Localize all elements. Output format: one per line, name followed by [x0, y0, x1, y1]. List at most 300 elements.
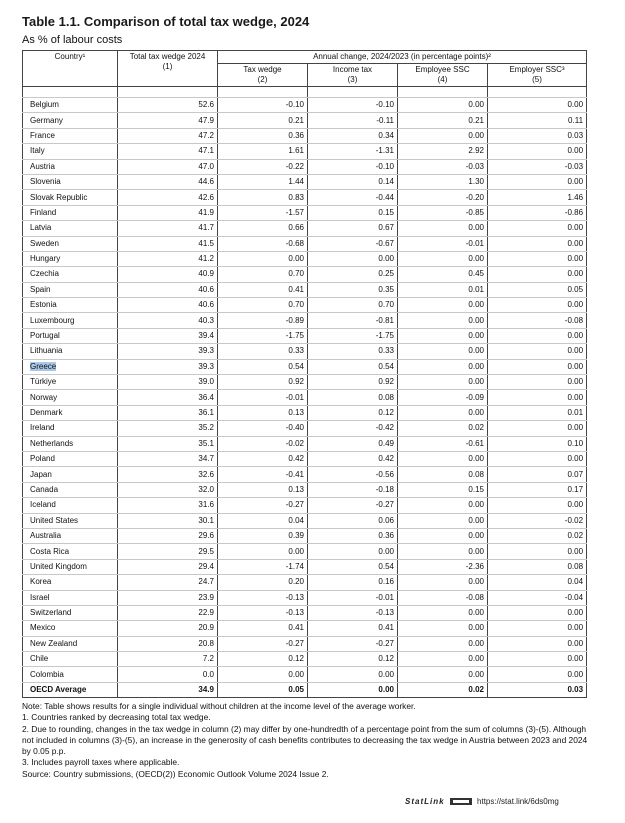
income-tax-cell: 0.00 — [308, 682, 398, 697]
statlink[interactable] — [405, 797, 559, 806]
total-cell: 0.0 — [118, 667, 218, 682]
table-row — [23, 451, 587, 466]
employee-ssc-cell: 0.00 — [398, 251, 488, 266]
country-cell: OECD Average — [23, 682, 118, 697]
tax-wedge-cell: -1.74 — [218, 559, 308, 574]
employee-ssc-cell: -0.20 — [398, 190, 488, 205]
country-cell: Ireland — [23, 421, 118, 436]
country-cell: Italy — [23, 144, 118, 159]
employer-ssc-cell: 0.02 — [488, 528, 587, 543]
statlink-url[interactable]: https://stat.link/6ds0mg — [477, 797, 559, 806]
tax-wedge-cell: 0.83 — [218, 190, 308, 205]
total-cell: 40.6 — [118, 282, 218, 297]
table-row — [23, 467, 587, 482]
income-tax-cell: 0.12 — [308, 652, 398, 667]
table-row — [23, 159, 587, 174]
total-cell: 42.6 — [118, 190, 218, 205]
note-source: Source: Country submissions, (OECD(2)) Economic Outlook Volume 2024 Issue 2. — [22, 768, 329, 779]
country-cell: New Zealand — [23, 636, 118, 651]
country-cell: Estonia — [23, 298, 118, 313]
tax-wedge-cell: 0.36 — [218, 128, 308, 143]
table-row — [23, 190, 587, 205]
income-tax-cell: -0.18 — [308, 482, 398, 497]
country-cell: Canada — [23, 482, 118, 497]
tax-wedge-cell: -0.27 — [218, 636, 308, 651]
tax-wedge-cell: 0.20 — [218, 575, 308, 590]
country-cell: United Kingdom — [23, 559, 118, 574]
income-tax-cell: 0.92 — [308, 375, 398, 390]
income-tax-cell: 0.25 — [308, 267, 398, 282]
employer-ssc-cell: -0.08 — [488, 313, 587, 328]
total-cell: 47.2 — [118, 128, 218, 143]
income-tax-cell: 0.54 — [308, 359, 398, 374]
total-cell: 29.6 — [118, 528, 218, 543]
tax-wedge-cell: -0.10 — [218, 98, 308, 113]
spacer-row — [23, 87, 587, 98]
employee-ssc-cell: 0.00 — [398, 498, 488, 513]
employee-ssc-cell: 0.00 — [398, 328, 488, 343]
total-cell: 22.9 — [118, 605, 218, 620]
header-tax-wedge-label: Tax wedge — [243, 65, 282, 74]
total-cell: 31.6 — [118, 498, 218, 513]
tax-wedge-cell: -0.89 — [218, 313, 308, 328]
tax-wedge-cell: 0.04 — [218, 513, 308, 528]
country-cell: Germany — [23, 113, 118, 128]
table-subtitle: As % of labour costs — [22, 34, 123, 46]
total-cell: 39.3 — [118, 359, 218, 374]
employer-ssc-cell: 0.11 — [488, 113, 587, 128]
employee-ssc-cell: 0.21 — [398, 113, 488, 128]
total-cell: 35.1 — [118, 436, 218, 451]
header-employee-ssc — [398, 64, 488, 87]
table-row — [23, 636, 587, 651]
employee-ssc-cell: 1.30 — [398, 174, 488, 189]
header-total-tax-wedge — [118, 51, 218, 87]
employee-ssc-cell: -0.01 — [398, 236, 488, 251]
employer-ssc-cell: 0.00 — [488, 298, 587, 313]
employer-ssc-cell: 0.00 — [488, 174, 587, 189]
country-cell: Latvia — [23, 221, 118, 236]
employee-ssc-cell: 0.02 — [398, 421, 488, 436]
employer-ssc-cell: 0.03 — [488, 128, 587, 143]
employee-ssc-cell: 0.45 — [398, 267, 488, 282]
total-cell: 34.7 — [118, 451, 218, 466]
table-row — [23, 236, 587, 251]
tax-wedge-cell: -1.57 — [218, 205, 308, 220]
income-tax-cell: 0.49 — [308, 436, 398, 451]
tax-wedge-cell: 1.61 — [218, 144, 308, 159]
income-tax-cell: 0.33 — [308, 344, 398, 359]
tax-wedge-cell: -0.27 — [218, 498, 308, 513]
country-cell: Lithuania — [23, 344, 118, 359]
tax-wedge-cell: 0.66 — [218, 221, 308, 236]
employee-ssc-cell: -0.03 — [398, 159, 488, 174]
table-row — [23, 98, 587, 113]
country-cell: Sweden — [23, 236, 118, 251]
country-cell: United States — [23, 513, 118, 528]
employer-ssc-cell: 0.00 — [488, 98, 587, 113]
income-tax-cell: -0.10 — [308, 98, 398, 113]
total-cell: 30.1 — [118, 513, 218, 528]
tax-wedge-table-container — [22, 50, 586, 698]
table-row — [23, 344, 587, 359]
header-employee-ssc-number: (4) — [437, 75, 448, 84]
employee-ssc-cell: 0.00 — [398, 528, 488, 543]
tax-wedge-table — [22, 50, 587, 698]
tax-wedge-cell: -1.75 — [218, 328, 308, 343]
income-tax-cell: 0.54 — [308, 559, 398, 574]
country-cell: Hungary — [23, 251, 118, 266]
income-tax-cell: 0.34 — [308, 128, 398, 143]
table-row — [23, 251, 587, 266]
table-row — [23, 544, 587, 559]
table-row — [23, 144, 587, 159]
total-cell: 47.9 — [118, 113, 218, 128]
employee-ssc-cell: 0.02 — [398, 682, 488, 697]
employee-ssc-cell: 0.00 — [398, 513, 488, 528]
income-tax-cell: -1.31 — [308, 144, 398, 159]
tax-wedge-cell: 0.70 — [218, 267, 308, 282]
employee-ssc-cell: 0.08 — [398, 467, 488, 482]
total-cell: 41.2 — [118, 251, 218, 266]
table-row — [23, 513, 587, 528]
tax-wedge-cell: -0.41 — [218, 467, 308, 482]
total-cell: 32.6 — [118, 467, 218, 482]
employer-ssc-cell: -0.03 — [488, 159, 587, 174]
total-cell: 40.3 — [118, 313, 218, 328]
table-row — [23, 298, 587, 313]
tax-wedge-cell: -0.22 — [218, 159, 308, 174]
table-row — [23, 652, 587, 667]
country-cell: Slovenia — [23, 174, 118, 189]
tax-wedge-cell: -0.02 — [218, 436, 308, 451]
country-cell: Switzerland — [23, 605, 118, 620]
tax-wedge-cell: -0.13 — [218, 605, 308, 620]
table-row — [23, 559, 587, 574]
employer-ssc-cell: 0.05 — [488, 282, 587, 297]
country-cell: Netherlands — [23, 436, 118, 451]
employer-ssc-cell: 0.00 — [488, 236, 587, 251]
table-row — [23, 605, 587, 620]
total-cell: 35.2 — [118, 421, 218, 436]
country-cell: Chile — [23, 652, 118, 667]
table-row — [23, 421, 587, 436]
employer-ssc-cell: 0.01 — [488, 405, 587, 420]
employer-ssc-cell: 0.00 — [488, 267, 587, 282]
income-tax-cell: -0.81 — [308, 313, 398, 328]
employer-ssc-cell: -0.02 — [488, 513, 587, 528]
note-1: 1. Countries ranked by decreasing total tax wedge. — [22, 712, 211, 723]
country-cell: Israel — [23, 590, 118, 605]
employer-ssc-cell: 0.04 — [488, 575, 587, 590]
income-tax-cell: 0.00 — [308, 667, 398, 682]
tax-wedge-cell: 0.05 — [218, 682, 308, 697]
table-row — [23, 174, 587, 189]
income-tax-cell: -0.42 — [308, 421, 398, 436]
employee-ssc-cell: 0.00 — [398, 575, 488, 590]
employer-ssc-cell: 0.00 — [488, 498, 587, 513]
income-tax-cell: 0.08 — [308, 390, 398, 405]
header-total-number: (1) — [162, 62, 173, 71]
tax-wedge-cell: 1.44 — [218, 174, 308, 189]
average-row — [23, 682, 587, 697]
employer-ssc-cell: 0.00 — [488, 344, 587, 359]
country-cell: Iceland — [23, 498, 118, 513]
table-row — [23, 482, 587, 497]
header-income-tax-number: (3) — [347, 75, 358, 84]
country-cell: Türkiye — [23, 375, 118, 390]
income-tax-cell: -1.75 — [308, 328, 398, 343]
total-cell: 41.5 — [118, 236, 218, 251]
income-tax-cell: -0.44 — [308, 190, 398, 205]
employer-ssc-cell: -0.04 — [488, 590, 587, 605]
tax-wedge-cell: 0.00 — [218, 544, 308, 559]
employee-ssc-cell: 0.00 — [398, 405, 488, 420]
employee-ssc-cell: 0.00 — [398, 98, 488, 113]
country-cell: Finland — [23, 205, 118, 220]
header-annual-change: Annual change, 2024/2023 (in percentage points)² — [218, 51, 587, 64]
country-cell: Australia — [23, 528, 118, 543]
employee-ssc-cell: 2.92 — [398, 144, 488, 159]
employee-ssc-cell: 0.00 — [398, 128, 488, 143]
employer-ssc-cell: 0.08 — [488, 559, 587, 574]
income-tax-cell: -0.01 — [308, 590, 398, 605]
employer-ssc-cell: 0.07 — [488, 467, 587, 482]
total-cell: 40.6 — [118, 298, 218, 313]
employer-ssc-cell: 0.00 — [488, 221, 587, 236]
income-tax-cell: -0.10 — [308, 159, 398, 174]
employer-ssc-cell: 1.46 — [488, 190, 587, 205]
table-row — [23, 375, 587, 390]
table-row — [23, 359, 587, 374]
table-row — [23, 436, 587, 451]
table-row — [23, 621, 587, 636]
total-cell: 29.5 — [118, 544, 218, 559]
tax-wedge-cell: 0.00 — [218, 667, 308, 682]
country-cell: Colombia — [23, 667, 118, 682]
tax-wedge-cell: -0.13 — [218, 590, 308, 605]
table-row — [23, 390, 587, 405]
income-tax-cell: 0.14 — [308, 174, 398, 189]
income-tax-cell: 0.00 — [308, 251, 398, 266]
country-cell: France — [23, 128, 118, 143]
employee-ssc-cell: 0.00 — [398, 359, 488, 374]
employer-ssc-cell: 0.00 — [488, 605, 587, 620]
header-employer-ssc — [488, 64, 587, 87]
income-tax-cell: -0.11 — [308, 113, 398, 128]
employee-ssc-cell: 0.00 — [398, 652, 488, 667]
employer-ssc-cell: 0.00 — [488, 621, 587, 636]
table-row — [23, 667, 587, 682]
header-country: Country¹ — [23, 51, 118, 87]
tax-wedge-cell: 0.39 — [218, 528, 308, 543]
income-tax-cell: -0.56 — [308, 467, 398, 482]
table-row — [23, 221, 587, 236]
income-tax-cell: 0.36 — [308, 528, 398, 543]
tax-wedge-cell: 0.12 — [218, 652, 308, 667]
tax-wedge-cell: -0.68 — [218, 236, 308, 251]
total-cell: 44.6 — [118, 174, 218, 189]
header-tax-wedge-number: (2) — [257, 75, 268, 84]
table-row — [23, 498, 587, 513]
table-row — [23, 313, 587, 328]
tax-wedge-cell: 0.92 — [218, 375, 308, 390]
table-row — [23, 267, 587, 282]
total-cell: 29.4 — [118, 559, 218, 574]
employer-ssc-cell: 0.00 — [488, 451, 587, 466]
table-row — [23, 128, 587, 143]
table-row — [23, 405, 587, 420]
employee-ssc-cell: -0.61 — [398, 436, 488, 451]
total-cell: 39.0 — [118, 375, 218, 390]
total-cell: 52.6 — [118, 98, 218, 113]
income-tax-cell: 0.70 — [308, 298, 398, 313]
table-row — [23, 328, 587, 343]
employer-ssc-cell: 0.00 — [488, 544, 587, 559]
statlink-brand: StatLink — [405, 797, 445, 806]
tax-wedge-cell: 0.00 — [218, 251, 308, 266]
country-cell: Poland — [23, 451, 118, 466]
tax-wedge-cell: 0.42 — [218, 451, 308, 466]
employer-ssc-cell: 0.00 — [488, 667, 587, 682]
employee-ssc-cell: 0.01 — [398, 282, 488, 297]
header-tax-wedge — [218, 64, 308, 87]
tax-wedge-cell: 0.13 — [218, 405, 308, 420]
header-total-label: Total tax wedge 2024 — [129, 52, 206, 61]
employer-ssc-cell: 0.00 — [488, 328, 587, 343]
employer-ssc-cell: 0.00 — [488, 652, 587, 667]
tax-wedge-cell: -0.40 — [218, 421, 308, 436]
income-tax-cell: 0.12 — [308, 405, 398, 420]
income-tax-cell: 0.42 — [308, 451, 398, 466]
header-employer-ssc-label: Employer SSC³ — [509, 65, 565, 74]
highlighted-country: Greece — [30, 361, 57, 371]
employee-ssc-cell: 0.00 — [398, 313, 488, 328]
table-row — [23, 590, 587, 605]
country-cell: Portugal — [23, 328, 118, 343]
income-tax-cell: 0.06 — [308, 513, 398, 528]
employee-ssc-cell: -0.08 — [398, 590, 488, 605]
tax-wedge-cell: 0.70 — [218, 298, 308, 313]
country-cell: Czechia — [23, 267, 118, 282]
country-cell: Belgium — [23, 98, 118, 113]
header-employee-ssc-label: Employee SSC — [415, 65, 470, 74]
employee-ssc-cell: -2.36 — [398, 559, 488, 574]
income-tax-cell: -0.27 — [308, 498, 398, 513]
country-cell: Japan — [23, 467, 118, 482]
income-tax-cell: -0.67 — [308, 236, 398, 251]
income-tax-cell: 0.00 — [308, 544, 398, 559]
total-cell: 47.0 — [118, 159, 218, 174]
employer-ssc-cell: 0.00 — [488, 359, 587, 374]
country-cell — [23, 359, 118, 374]
tax-wedge-cell: -0.01 — [218, 390, 308, 405]
total-cell: 36.4 — [118, 390, 218, 405]
income-tax-cell: 0.35 — [308, 282, 398, 297]
employee-ssc-cell: 0.00 — [398, 544, 488, 559]
country-cell: Norway — [23, 390, 118, 405]
country-cell: Denmark — [23, 405, 118, 420]
employee-ssc-cell: 0.00 — [398, 375, 488, 390]
country-cell: Spain — [23, 282, 118, 297]
tax-wedge-cell: 0.54 — [218, 359, 308, 374]
header-income-tax — [308, 64, 398, 87]
table-row — [23, 205, 587, 220]
employee-ssc-cell: 0.00 — [398, 621, 488, 636]
total-cell: 34.9 — [118, 682, 218, 697]
tax-wedge-cell: 0.21 — [218, 113, 308, 128]
total-cell: 39.3 — [118, 344, 218, 359]
total-cell: 40.9 — [118, 267, 218, 282]
total-cell: 32.0 — [118, 482, 218, 497]
employer-ssc-cell: 0.00 — [488, 636, 587, 651]
total-cell: 24.7 — [118, 575, 218, 590]
tax-wedge-cell: 0.41 — [218, 282, 308, 297]
total-cell: 7.2 — [118, 652, 218, 667]
statlink-logo-icon — [450, 798, 472, 805]
employee-ssc-cell: 0.00 — [398, 667, 488, 682]
employee-ssc-cell: 0.15 — [398, 482, 488, 497]
table-row — [23, 575, 587, 590]
table-row — [23, 282, 587, 297]
total-cell: 20.8 — [118, 636, 218, 651]
note-main: Note: Table shows results for a single individual without children at the income level of the average worker. — [22, 701, 416, 711]
table-notes — [22, 701, 597, 780]
country-cell: Slovak Republic — [23, 190, 118, 205]
note-2: 2. Due to rounding, changes in the tax wedge in column (2) may differ by one-hundredth of a percentage point from the sum of columns (3)-(5). Although not included in columns (3)-(5), an increase in the generosity of cash benefits contributes to decreasing the tax wedge in Austria between 2023 and 2024 by 0.05 p.p. — [22, 723, 588, 757]
total-cell: 36.1 — [118, 405, 218, 420]
country-cell: Mexico — [23, 621, 118, 636]
employer-ssc-cell: 0.03 — [488, 682, 587, 697]
header-income-tax-label: Income tax — [332, 65, 373, 74]
total-cell: 39.4 — [118, 328, 218, 343]
country-cell: Austria — [23, 159, 118, 174]
employer-ssc-cell: 0.00 — [488, 144, 587, 159]
employer-ssc-cell: 0.00 — [488, 251, 587, 266]
employer-ssc-cell: -0.86 — [488, 205, 587, 220]
country-cell: Luxembourg — [23, 313, 118, 328]
tax-wedge-cell: 0.41 — [218, 621, 308, 636]
income-tax-cell: 0.15 — [308, 205, 398, 220]
income-tax-cell: 0.67 — [308, 221, 398, 236]
income-tax-cell: -0.27 — [308, 636, 398, 651]
table-row — [23, 113, 587, 128]
table-title: Table 1.1. Comparison of total tax wedge, 2024 — [22, 14, 310, 29]
total-cell: 47.1 — [118, 144, 218, 159]
employer-ssc-cell: 0.00 — [488, 375, 587, 390]
total-cell: 20.9 — [118, 621, 218, 636]
country-cell: Korea — [23, 575, 118, 590]
employer-ssc-cell: 0.17 — [488, 482, 587, 497]
note-3: 3. Includes payroll taxes where applicable. — [22, 757, 180, 768]
employee-ssc-cell: -0.85 — [398, 205, 488, 220]
income-tax-cell: 0.41 — [308, 621, 398, 636]
employer-ssc-cell: 0.00 — [488, 390, 587, 405]
table-row — [23, 528, 587, 543]
total-cell: 23.9 — [118, 590, 218, 605]
total-cell: 41.7 — [118, 221, 218, 236]
tax-wedge-cell: 0.13 — [218, 482, 308, 497]
table-body — [23, 87, 587, 698]
header-employer-ssc-number: (5) — [532, 75, 542, 84]
employer-ssc-cell: 0.00 — [488, 421, 587, 436]
employee-ssc-cell: 0.00 — [398, 636, 488, 651]
tax-wedge-cell: 0.33 — [218, 344, 308, 359]
employee-ssc-cell: 0.00 — [398, 451, 488, 466]
income-tax-cell: 0.16 — [308, 575, 398, 590]
employee-ssc-cell: 0.00 — [398, 221, 488, 236]
income-tax-cell: -0.13 — [308, 605, 398, 620]
